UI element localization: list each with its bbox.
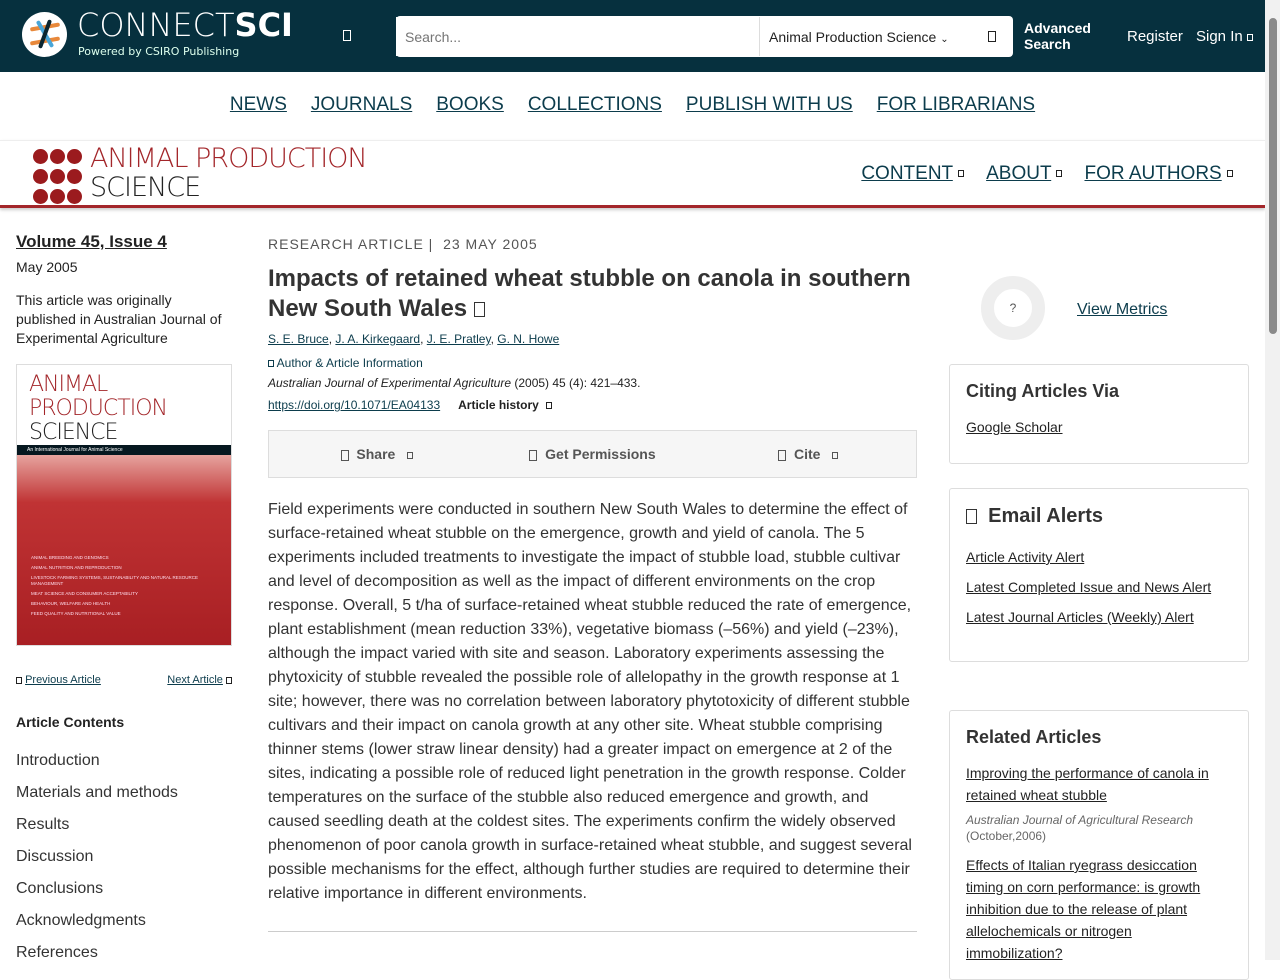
article-history-toggle[interactable] [458,398,551,412]
sign-in-link[interactable] [1196,28,1253,45]
toc-item[interactable]: Conclusions [16,880,104,897]
open-access-icon [474,302,485,317]
article-history-label: Article history [458,398,539,412]
journal-nav-about[interactable] [986,163,1062,185]
author-list: S. E. Bruce, J. A. Kirkegaard, J. E. Pratley, G. N. Howe [268,332,560,346]
related-article-journal: Australian Journal of Agricultural Research [966,813,1193,827]
search-scope-select[interactable] [760,29,970,45]
search-scope-label: Animal Production Science [769,28,937,45]
toc-item[interactable]: Materials and methods [16,784,178,801]
article-type: RESEARCH ARTICLE | [268,236,434,252]
nav-journals[interactable]: JOURNALS [310,94,413,115]
user-icon [1247,34,1253,41]
journal-title-line1[interactable]: ANIMAL PRODUCTION [90,143,367,174]
doi-link[interactable]: https://doi.org/10.1071/EA04133 [268,398,441,412]
menu-icon[interactable] [343,30,351,41]
nav-publish-with-us[interactable]: PUBLISH WITH US [685,94,853,115]
related-articles-card [949,710,1249,980]
author-link[interactable]: J. A. Kirkegaard [335,332,421,346]
origin-note: This article was originally published in Australian Journal of Experimental Agriculture [16,292,222,346]
get-permissions-label: Get Permissions [545,446,656,462]
citing-articles-card [949,364,1249,464]
citation-line [268,376,918,390]
chevron-down-icon [958,170,964,177]
journal-title-line2[interactable]: SCIENCE [90,172,201,203]
citing-articles-title: Citing Articles Via [966,381,1120,401]
journal-cover-image[interactable] [16,364,232,646]
citation-details: (2005) 45 (4): 421–433. [511,376,641,390]
search-input[interactable] [396,17,760,56]
previous-article[interactable] [16,674,101,686]
alert-link[interactable]: Article Activity Alert [966,549,1085,565]
next-article[interactable] [167,674,232,686]
share-button[interactable] [269,446,485,462]
toc-item[interactable]: References [16,944,98,961]
cover-topic: ANIMAL BREEDING AND GENOMICS [31,555,109,560]
brand-light: CONNECT [77,6,235,44]
share-label: Share [356,446,396,462]
cover-topic: FEED QUALITY AND NUTRITIONAL VALUE [31,611,121,616]
journal-nav-for-authors[interactable] [1084,163,1233,185]
nav-books[interactable]: BOOKS [436,94,504,115]
cite-label: Cite [794,446,821,462]
cover-topic: LIVESTOCK FARMING SYSTEMS, SUSTAINABILITY AND NATURAL RESOURCE MANAGEMENT [31,575,199,586]
doi-line [268,398,918,412]
journal-nav-for-authors-label[interactable]: FOR AUTHORS [1084,163,1222,184]
author-link[interactable]: S. E. Bruce [268,332,329,346]
citation-journal: Australian Journal of Experimental Agriculture [268,376,512,390]
journal-nav-about-label[interactable]: ABOUT [986,163,1052,184]
article-main [268,236,918,906]
toc-item[interactable]: Results [16,816,70,833]
toc-item[interactable]: Acknowledgments [16,912,146,929]
next-article-link[interactable]: Next Article [167,674,223,686]
article-pagination [16,674,232,686]
cover-topic: ANIMAL NUTRITION AND REPRODUCTION [31,565,122,570]
related-article-link[interactable]: Improving the performance of canola in retained wheat stubble [966,765,1209,803]
main-nav [0,94,1265,116]
advanced-search-link[interactable]: Advanced Search [1024,20,1091,52]
chevron-down-icon [1227,170,1233,177]
cover-topic: MEAT SCIENCE AND CONSUMER ACCEPTABILITY [31,591,139,596]
quote-icon [778,450,786,461]
previous-article-link[interactable]: Previous Article [25,674,101,686]
top-header [0,0,1265,72]
chevron-down-icon [832,452,838,459]
search-bar [396,16,1013,57]
toc-item[interactable]: Discussion [16,848,94,865]
nav-collections[interactable]: COLLECTIONS [527,94,662,115]
article-contents-title: Article Contents [16,714,125,730]
scrollbar[interactable] [1265,0,1280,960]
section-divider [268,931,917,932]
alert-link[interactable]: Latest Journal Articles (Weekly) Alert [966,609,1194,625]
related-articles-title: Related Articles [966,727,1102,747]
register-link[interactable]: Register [1127,28,1183,45]
brand-name[interactable] [77,7,293,43]
article-type-date [268,236,918,252]
nav-news[interactable]: NEWS [229,94,287,115]
cite-button[interactable] [700,446,916,462]
chevron-down-icon [1056,170,1062,177]
journal-nav-content[interactable] [861,163,964,185]
chevron-right-icon [226,677,232,684]
issue-link[interactable]: Volume 45, Issue 4 [16,232,167,251]
google-scholar-link[interactable]: Google Scholar [966,419,1063,435]
author-link[interactable]: J. E. Pratley [426,332,491,346]
article-date: 23 MAY 2005 [443,236,538,252]
journal-nav [861,163,1233,185]
article-contents [16,752,232,976]
cover-topic: BEHAVIOUR, WELFARE AND HEALTH [31,601,111,606]
related-article-meta [966,812,1232,844]
cover-line2: PRODUCTION [29,396,167,421]
chevron-left-icon [16,677,22,684]
cover-line3: SCIENCE [29,420,118,445]
author-article-info-toggle[interactable] [268,356,918,370]
abstract-text: Field experiments were conducted in southern New South Wales to determine the effect of surface-retained wheat stubble on the emergence, growth and yield of canola. The 5 experiments included treatments to investigate the impact of stubble load, stubble cultivar and level of decomposition as well as the impact of different environments on the crop response. Overall, 5 t/ha of surface-retained wheat stubble reduced the rate of emergence, plant establishment (mean reduction 33%), vegetative biomass (–56%) and yield (–23%), although the impact varied with site and season. Laboratory experiments assessing the phytoxicity of stubble revealed the possible role of allelopathy in the growth response at 1 site; however, there was no correlation between laboratory phytotoxicity of different stubble cultivars and their impact on canola growth at any other site. Wheat stubble comprising thinner stems (lower straw linear density) had a greater impact on emergence at 2 of the sites, indicating a possible role of reduced light penetration in the growth response. Colder temperatures on the surface of the stubble also reduced emergence and growth, and caused seedling death at the coldest sites. The experiments confirm the widely observed phenomenon of poor canola growth in surface-retained wheat stubble, and suggest several possible mechanisms for the effect, although further studies are required to determine their relative importance in different environments. [268,501,912,902]
chevron-down-icon [407,452,413,459]
journal-nav-content-label[interactable]: CONTENT [861,163,953,184]
article-title-text: Impacts of retained wheat stubble on canola in southern New South Wales [268,265,911,322]
journal-logo-icon[interactable] [32,149,84,209]
chevron-down-icon [546,402,552,409]
article-tools [268,430,917,478]
toc-item[interactable]: Introduction [16,752,100,769]
related-article-date: (October,2006) [966,829,1047,843]
share-icon [341,450,349,461]
get-permissions-button[interactable] [485,446,701,462]
journal-bar [0,140,1265,208]
article-title [268,264,918,324]
author-link[interactable]: G. N. Howe [497,332,560,346]
issue-date: May 2005 [16,259,78,275]
metrics-badge-label: ? [1009,301,1017,315]
related-article-link[interactable]: Effects of Italian ryegrass desiccation timing on corn performance: is growth inhibition due to the release of plant allelochemicals or nitrogen immobilization? [966,857,1201,961]
nav-for-librarians[interactable]: FOR LIBRARIANS [876,94,1036,115]
cover-line1: ANIMAL [29,372,108,397]
email-alerts-title: Email Alerts [988,505,1103,527]
brand-bold: SCI [234,6,293,44]
cover-artwork [17,455,231,645]
expand-icon [268,360,274,367]
permissions-icon [529,450,537,461]
left-sidebar [16,232,232,976]
scrollbar-thumb[interactable] [1269,18,1277,334]
cover-band: An International Journal for Animal Science [17,445,231,455]
author-article-info-label: Author & Article Information [276,356,423,370]
search-icon[interactable] [988,31,996,42]
bell-icon [966,509,977,524]
sign-in-label: Sign In [1196,28,1243,45]
email-alerts-card [949,488,1249,662]
connectsci-logo-icon[interactable] [22,12,67,57]
view-metrics-link[interactable]: View Metrics [1077,301,1168,318]
tagline: Powered by CSIRO Publishing [78,45,240,58]
chevron-down-icon: ⌄ [940,33,949,45]
altmetric-badge[interactable] [981,276,1045,340]
alert-link[interactable]: Latest Completed Issue and News Alert [966,579,1212,595]
